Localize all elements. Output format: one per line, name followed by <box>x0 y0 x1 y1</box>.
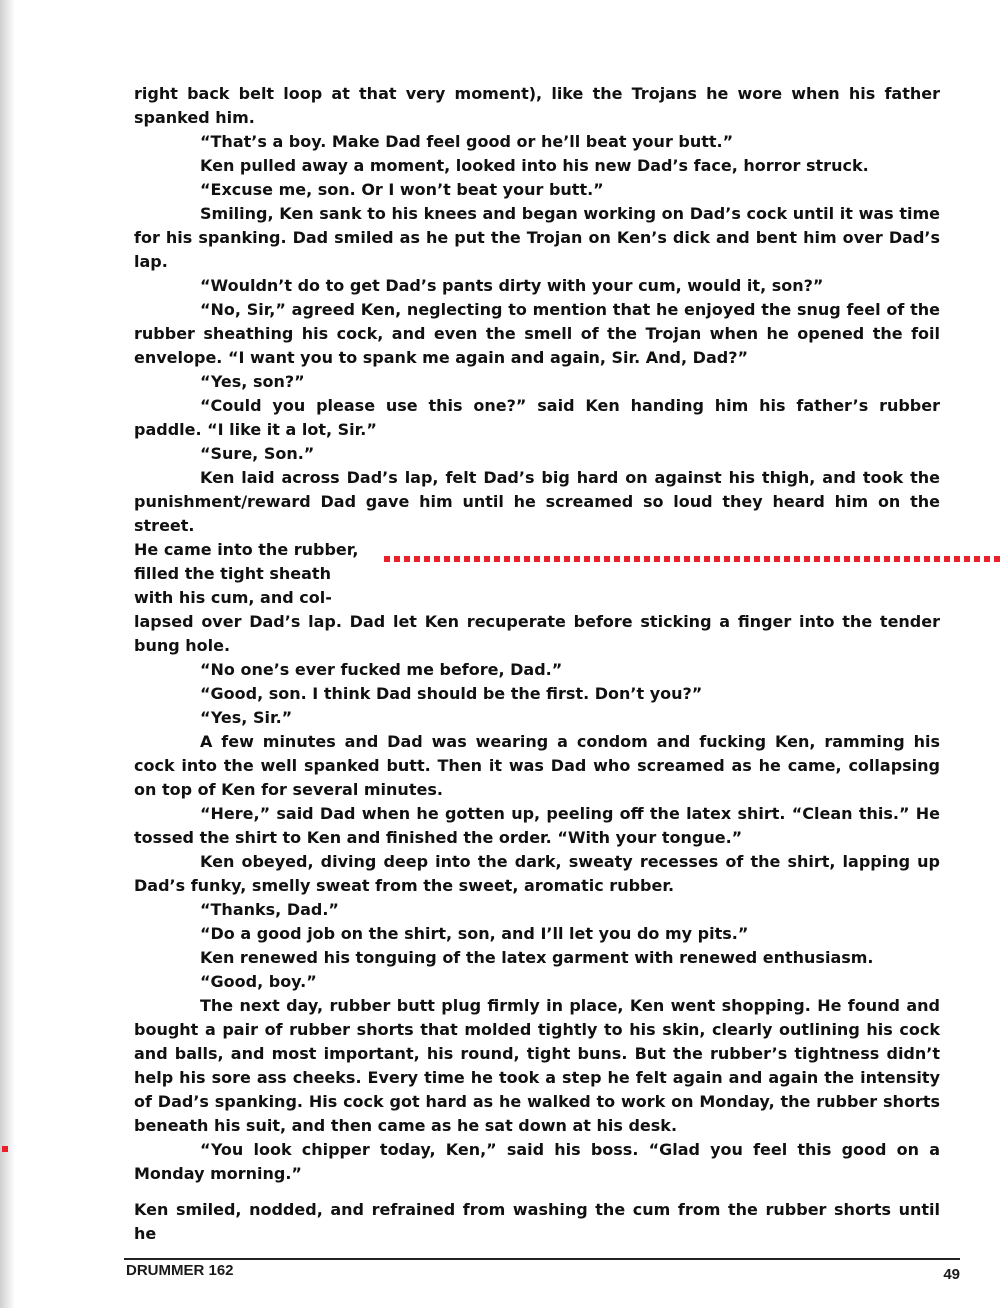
paragraph: Smiling, Ken sank to his knees and began working on Dad’s cock until it was time for his spanking. Dad smiled as he put the Trojan on Ken’s dick and bent him over Dad’s lap. <box>134 204 940 271</box>
paragraph: “That’s a boy. Make Dad feel good or he’ll beat your butt.” <box>200 132 734 151</box>
red-margin-mark <box>2 1146 8 1152</box>
paragraph: “You look chipper today, Ken,” said his boss. “Glad you feel this good on a Monday morning.” <box>134 1140 940 1183</box>
paragraph: “Good, son. I think Dad should be the first. Don’t you?” <box>200 684 703 703</box>
paragraph: “No, Sir,” agreed Ken, neglecting to mention that he enjoyed the snug feel of the rubber sheathing his cock, and even the smell of the Trojan when he opened the foil envelope. “I want you to spank me again and again, Sir. And, Dad?” <box>134 300 940 367</box>
paragraph: A few minutes and Dad was wearing a condom and fucking Ken, ramming his cock into the well spanked butt. Then it was Dad who screamed as he came, collapsing on top of Ken for several minutes. <box>134 732 940 799</box>
paragraph: “Could you please use this one?” said Ken handing him his father’s rubber paddle. “I like it a lot, Sir.” <box>134 396 940 439</box>
wrap-line: He came into the rubber, <box>134 540 359 559</box>
footer-publication: DRUMMER 162 <box>126 1262 234 1279</box>
page-number: 49 <box>943 1266 960 1283</box>
red-dotted-divider <box>384 556 1000 562</box>
paragraph: “Good, boy.” <box>200 972 317 991</box>
paragraph: Ken laid across Dad’s lap, felt Dad’s big hard on against his thigh, and took the punishment/reward Dad gave him until he screamed so loud they heard him on the street. <box>134 468 940 535</box>
paragraph: “Here,” said Dad when he gotten up, peeling off the latex shirt. “Clean this.” He tossed the shirt to Ken and finished the order. “With your tongue.” <box>134 804 940 847</box>
footer-rule <box>124 1258 960 1260</box>
page-spine-shadow <box>0 0 14 1308</box>
paragraph: The next day, rubber butt plug firmly in place, Ken went shopping. He found and bought a pair of rubber shorts that molded tightly to his skin, clearly outlining his cock and balls, and most important, his round, tight buns. But the rubber’s tightness didn’t help his sore ass cheeks. Every time he took a step he felt again and again the intensity of Dad’s spanking. His cock got hard as he walked to work on Monday, the rubber shorts beneath his suit, and then came as he sat down at his desk. <box>134 996 940 1135</box>
wrap-line: with his cum, and col- <box>134 588 332 607</box>
paragraph: Ken renewed his tonguing of the latex garment with renewed enthusiasm. <box>200 948 874 967</box>
paragraph: “Do a good job on the shirt, son, and I’ll let you do my pits.” <box>200 924 749 943</box>
paragraph: Ken obeyed, diving deep into the dark, sweaty recesses of the shirt, lapping up Dad’s funky, smelly sweat from the sweet, aromatic rubber. <box>134 852 940 895</box>
paragraph: Ken smiled, nodded, and refrained from washing the cum from the rubber shorts until he <box>134 1200 940 1243</box>
paragraph: Ken pulled away a moment, looked into his new Dad’s face, horror struck. <box>200 156 869 175</box>
paragraph: “Excuse me, son. Or I won’t beat your butt.” <box>200 180 604 199</box>
paragraph: “Wouldn’t do to get Dad’s pants dirty with your cum, would it, son?” <box>200 276 824 295</box>
paragraph: “Thanks, Dad.” <box>200 900 339 919</box>
paragraph: right back belt loop at that very moment), like the Trojans he wore when his father spanked him. <box>134 84 940 127</box>
wrapped-text-block <box>134 538 940 610</box>
wrap-line: filled the tight sheath <box>134 564 331 583</box>
paragraph: “No one’s ever fucked me before, Dad.” <box>200 660 563 679</box>
paragraph: “Sure, Son.” <box>200 444 315 463</box>
paragraph: “Yes, Sir.” <box>200 708 293 727</box>
paragraph: lapsed over Dad’s lap. Dad let Ken recuperate before sticking a finger into the tender bung hole. <box>134 612 940 655</box>
paragraph: “Yes, son?” <box>200 372 305 391</box>
article-body <box>134 82 940 1246</box>
